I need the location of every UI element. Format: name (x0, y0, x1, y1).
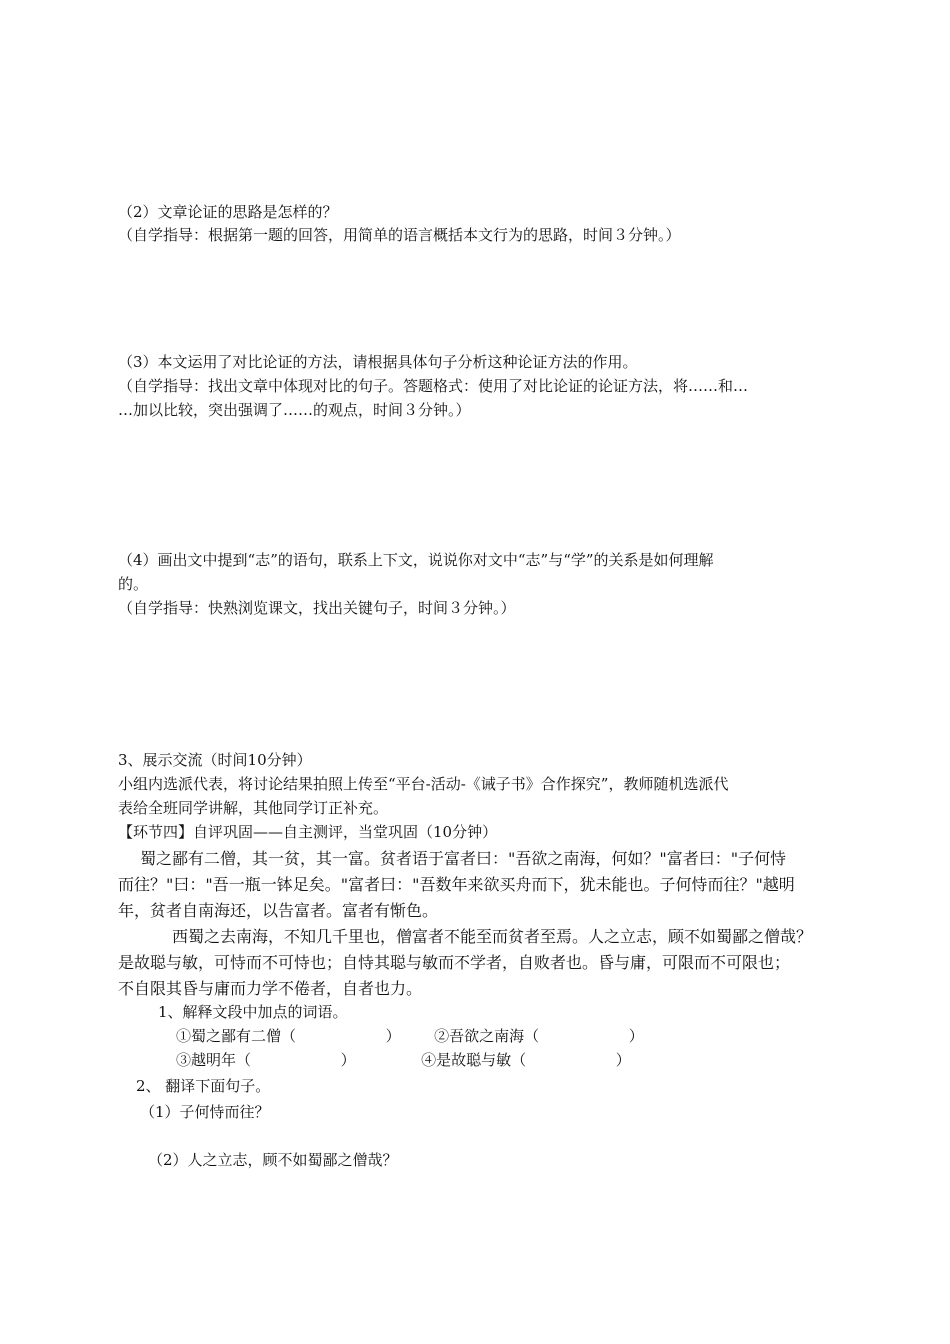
exercise2-item-2: （2）人之立志，顾不如蜀鄙之僧哉？ (148, 1151, 398, 1169)
passage-line: 西蜀之去南海，不知几千里也，僧富者不能至而贫者至焉。人之立志，顾不如蜀鄙之僧哉？ (172, 927, 813, 946)
exercise1-item-1: ①蜀之鄙有二僧（ (176, 1027, 297, 1045)
exercise1-title: 1、解释文段中加点的词语。 (158, 1003, 348, 1021)
exercise1-item-2: ②吾欲之南海（ (434, 1027, 540, 1045)
section3-body-line2: 表给全班同学讲解，其他同学订正补充。 (118, 799, 389, 817)
exercise1-item-2-close: ） (628, 1027, 644, 1045)
exercise1-item-4-close: ） (615, 1051, 631, 1069)
exercise1-item-3-close: ） (340, 1051, 356, 1069)
exercise2-item-1: （1）子何恃而往？ (140, 1103, 270, 1121)
q3-guide-line1: （自学指导：找出文章中体现对比的句子。答题格式：使用了对比论证的论证方法，将……和… (118, 377, 749, 395)
q4-question-line2: 的。 (118, 575, 149, 593)
exercise1-item-4: ④是故聪与敏（ (421, 1051, 527, 1069)
exercise1-item-1-close: ） (385, 1027, 401, 1045)
q4-question-line1: （4）画出文中提到“志”的语句，联系上下文，说说你对文中“志”与“学”的关系是如何理解 (118, 551, 714, 569)
exercise1-row-1 (176, 1026, 896, 1046)
q3-question: （3）本文运用了对比论证的方法，请根据具体句子分析这种论证方法的作用。 (118, 353, 638, 371)
q3-guide-line2: …加以比较，突出强调了……的观点，时间３分钟。） (118, 401, 471, 419)
passage-line: 不自限其昏与庸而力学不倦者，自者也力。 (118, 979, 423, 998)
exercise1-item-3: ③越明年（ (176, 1051, 252, 1069)
section3-title: 3、展示交流（时间10分钟） (118, 751, 312, 769)
exercise1-row-2 (176, 1050, 896, 1070)
q2-guide: （自学指导：根据第一题的回答，用简单的语言概括本文行为的思路，时间３分钟。） (118, 226, 681, 244)
section4-title: 【环节四】自评巩固——自主测评，当堂巩固（10分钟） (118, 823, 498, 841)
section3-body-line1: 小组内选派代表，将讨论结果拍照上传至“平台-活动-《诫子书》合作探究”，教师随机选派代 (118, 775, 729, 793)
q2-question: （2）文章论证的思路是怎样的？ (118, 203, 338, 221)
passage-line: 蜀之鄙有二僧，其一贫，其一富。贫者语于富者曰："吾欲之南海，何如？"富者曰："子何恃 (140, 849, 787, 868)
passage-line: 年，贫者自南海还，以告富者。富者有惭色。 (118, 901, 439, 920)
q4-guide: （自学指导：快熟浏览课文，找出关键句子，时间３分钟。） (118, 599, 516, 617)
passage-line: 是故聪与敏，可恃而不可恃也；自恃其聪与敏而不学者，自败者也。昏与庸，可限而不可限也； (118, 953, 791, 972)
exercise2-title: 2、 翻译下面句子。 (136, 1077, 271, 1095)
passage-line: 而往？"曰："吾一瓶一钵足矣。"富者曰："吾数年来欲买舟而下，犹未能也。子何恃而往？"越明 (118, 875, 795, 894)
